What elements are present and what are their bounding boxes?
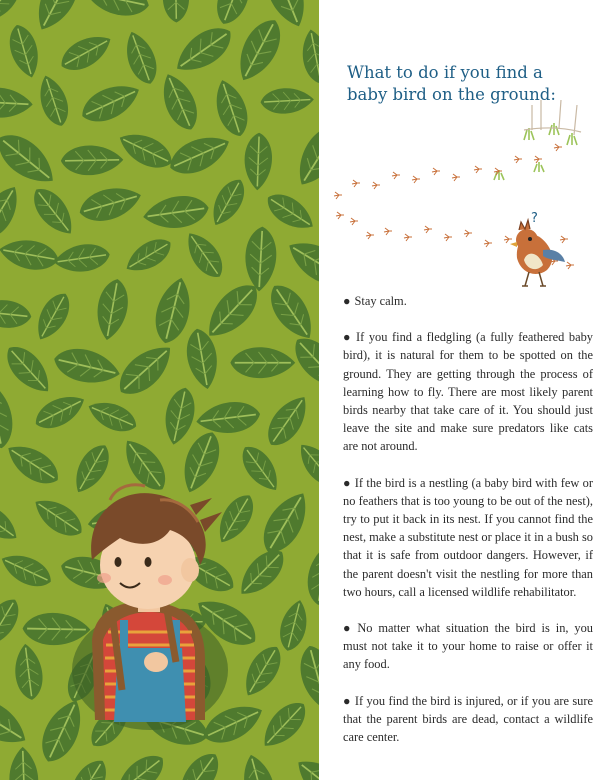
baby-bird-icon bbox=[510, 211, 565, 286]
footprint-icon bbox=[352, 180, 360, 187]
footprint-icon bbox=[474, 166, 482, 173]
bullet-dot: ● bbox=[343, 693, 351, 708]
footprint-icon bbox=[452, 174, 460, 181]
bullet-dot: ● bbox=[343, 294, 351, 308]
footprint-icon bbox=[366, 232, 374, 239]
footprint-icon bbox=[432, 168, 440, 175]
footprint-icon bbox=[392, 172, 400, 179]
footprint-icon bbox=[372, 182, 380, 189]
footprint-icon bbox=[444, 234, 452, 241]
footprint-icon bbox=[560, 236, 568, 243]
footprint-icon bbox=[514, 156, 522, 163]
text-panel bbox=[319, 0, 600, 780]
footprint-icon bbox=[336, 212, 344, 219]
list-item-text: If the bird is a nestling (a baby bird with few or no feathers that is too young to be out of the nest), try to put it back in its nest. If you cannot find the nest, make a substitute nest or place it in a bush so that it is safe from outdoor dangers. However, if the parent doesn't visit the nestling for more than two hours, call a licensed wildlife rehabilitator. bbox=[343, 475, 593, 599]
list-item bbox=[343, 328, 593, 455]
footprint-icon bbox=[424, 226, 432, 233]
bullet-list bbox=[343, 292, 593, 764]
list-item bbox=[343, 292, 593, 310]
footprint-icon bbox=[566, 262, 574, 269]
list-item bbox=[343, 474, 593, 601]
grass-icon bbox=[494, 123, 577, 180]
footprint-icon bbox=[334, 192, 342, 199]
footprint-icon bbox=[412, 176, 420, 183]
list-item bbox=[343, 619, 593, 674]
list-item-text: No matter what situation the bird is in, you must not take it to your home to raise or offer it any food. bbox=[343, 621, 593, 672]
list-item bbox=[343, 692, 593, 747]
bullet-dot: ● bbox=[343, 475, 351, 490]
footprint-icon bbox=[350, 218, 358, 225]
list-item-text: If you find a fledgling (a fully feathered baby bird), it is natural for them to be spotted on the ground. They are getting through the process of learning how to fly. There are most likely parent birds nearby that take care of it. You should just leave the site and make sure predators like cats are not around. bbox=[343, 330, 593, 454]
list-item-text: Stay calm. bbox=[354, 294, 407, 308]
tree-trunk-sketch bbox=[524, 100, 581, 135]
footprint-icon bbox=[554, 144, 562, 151]
footprint-icon bbox=[504, 236, 512, 243]
footprint-icon bbox=[384, 228, 392, 235]
list-item-text: If you find the bird is injured, or if you are sure that the parent birds are dead, contact a wildlife care center. bbox=[343, 693, 594, 745]
footprint-icon bbox=[404, 234, 412, 241]
page-heading: What to do if you find a baby bird on the ground: bbox=[347, 63, 556, 104]
footprint-icon bbox=[464, 230, 472, 237]
question-mark-icon: ? bbox=[531, 211, 538, 226]
bird-tracks-illustration bbox=[319, 100, 600, 300]
footprint-icon bbox=[484, 240, 492, 247]
bullet-dot: ● bbox=[343, 621, 354, 636]
footprint-icon bbox=[534, 156, 542, 163]
bullet-dot: ● bbox=[343, 330, 352, 345]
